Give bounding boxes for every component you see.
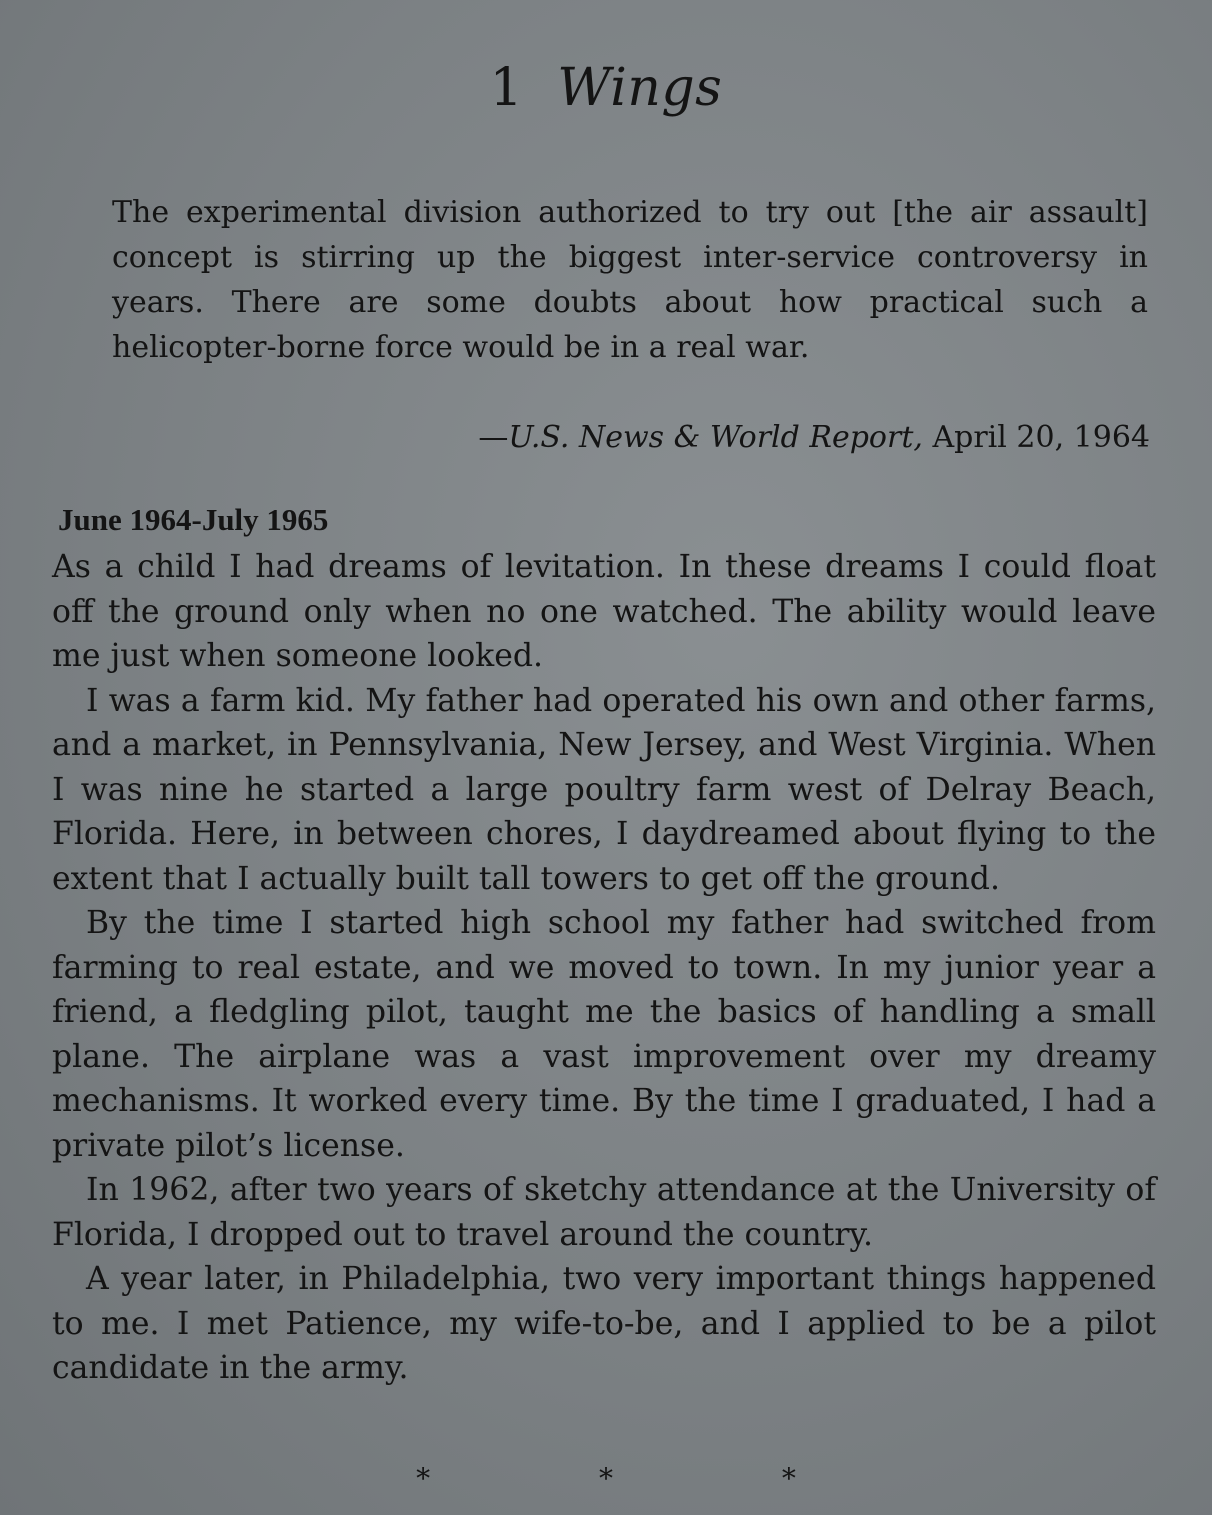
paragraph: I was a farm kid. My father had operated his own and other farms, and a market, in Pennsylvania, New Jersey, and West Virginia. When I was nine he started a large poultry farm west of Delray Beach, Florida. Here, in between chores, I daydreamed about flying to the extent that I actually built tall towers to get off the ground.: [52, 682, 1156, 897]
paragraph: A year later, in Philadelphia, two very important things happened to me. I met Patience, my wife-to-be, and I applied to be a pilot candidate in the army.: [52, 1261, 1156, 1386]
body-text: [52, 545, 1156, 1391]
attribution-dash: —: [478, 420, 509, 455]
chapter-name: Wings: [557, 58, 723, 118]
paragraph: By the time I started high school my father had switched from farming to real estate, and we moved to town. In my junior year a friend, a fledgling pilot, taught me the basics of handling a small plane. The airplane was a vast improvement over my dreamy mechanisms. It worked every time. By the time I graduated, I had a private pilot’s license.: [52, 905, 1156, 1164]
section-heading: June 1964-July 1965: [58, 502, 329, 537]
paragraph: As a child I had dreams of levitation. In these dreams I could float off the ground only when no one watched. The ability would leave me just when someone looked.: [52, 549, 1156, 674]
epigraph-quote: The experimental division authorized to try out [the air assault] concept is stirring up the biggest inter-service controversy in years. There are some doubts about how practical such a helicopter-borne force would be in a real war.: [112, 195, 1148, 365]
attribution-publication: U.S. News & World Report,: [508, 420, 923, 455]
paragraph: In 1962, after two years of sketchy attendance at the University of Florida, I dropped out to travel around the country.: [52, 1172, 1156, 1253]
epigraph-attribution: [478, 415, 1150, 460]
chapter-number: 1: [489, 58, 524, 118]
attribution-date: April 20, 1964: [922, 420, 1150, 455]
section-separator: * * *: [416, 1462, 876, 1495]
chapter-title: [0, 58, 1212, 118]
